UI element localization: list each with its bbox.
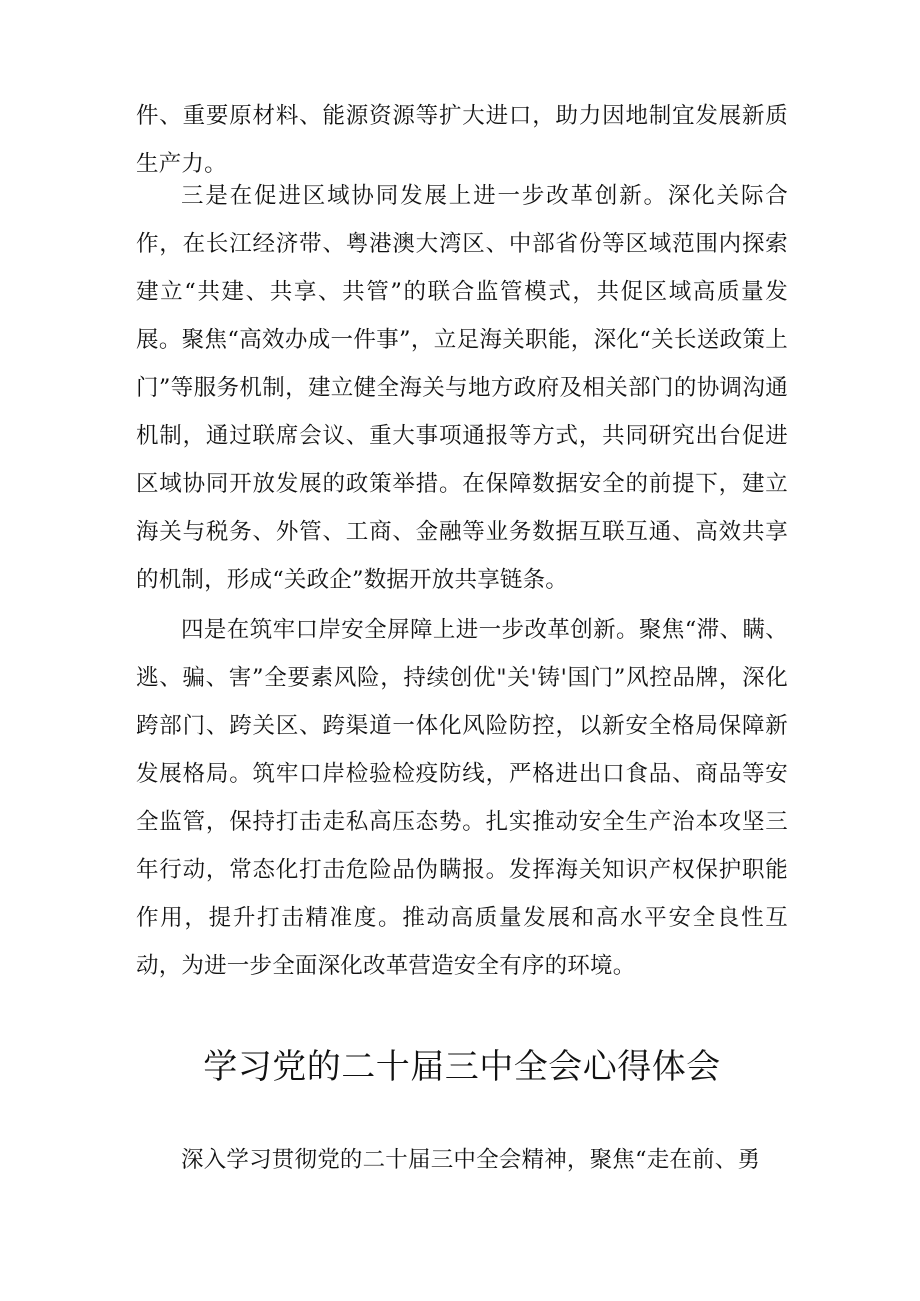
paragraph-regional-coordination: 三是在促进区域协同发展上进一步改革创新。深化关际合作，在长江经济带、粤港澳大湾区、中部省份等区域范围内探索建立“共建、共享、共管”的联合监管模式，共促区域高质量发展。聚焦“高效办成一件事”，立足海关职能，深化“关长送政策上门”等服务机制，建立健全海关与地方政府及相关部门的协调沟通机制，通过联席会议、重大事项通报等方式，共同研究出台促进区域协同开放发展的政策举措。在保障数据安全的前提下，建立海关与税务、外管、工商、金融等业务数据互联互通、高效共享的机制，形成“关政企”数据开放共享链条。	[136, 183, 788, 593]
paragraph-port-security: 四是在筑牢口岸安全屏障上进一步改革创新。聚焦“滞、瞒、逃、骗、害”全要素风险，持续创优"关'铸'国门”风控品牌，深化跨部门、跨关区、跨渠道一体化风险防控，以新安全格局保障新发展格局。筑牢口岸检验检疫防线，严格进出口食品、商品等安全监管，保持打击走私高压态势。扎实推动安全生产治本攻坚三年行动，常态化打击危险品伪瞒报。发挥海关知识产权保护职能作用，提升打击精准度。推动高质量发展和高水平安全良性互动，为进一步全面深化改革营造安全有序的环境。	[136, 617, 788, 979]
paragraph-continuation: 件、重要原材料、能源资源等扩大进口，助力因地制宜发展新质生产力。	[136, 103, 788, 177]
paragraph-intro: 深入学习贯彻党的二十届三中全会精神，聚焦“走在前、勇	[181, 1147, 761, 1173]
section-heading: 学习党的二十届三中全会心得体会	[203, 1047, 721, 1087]
